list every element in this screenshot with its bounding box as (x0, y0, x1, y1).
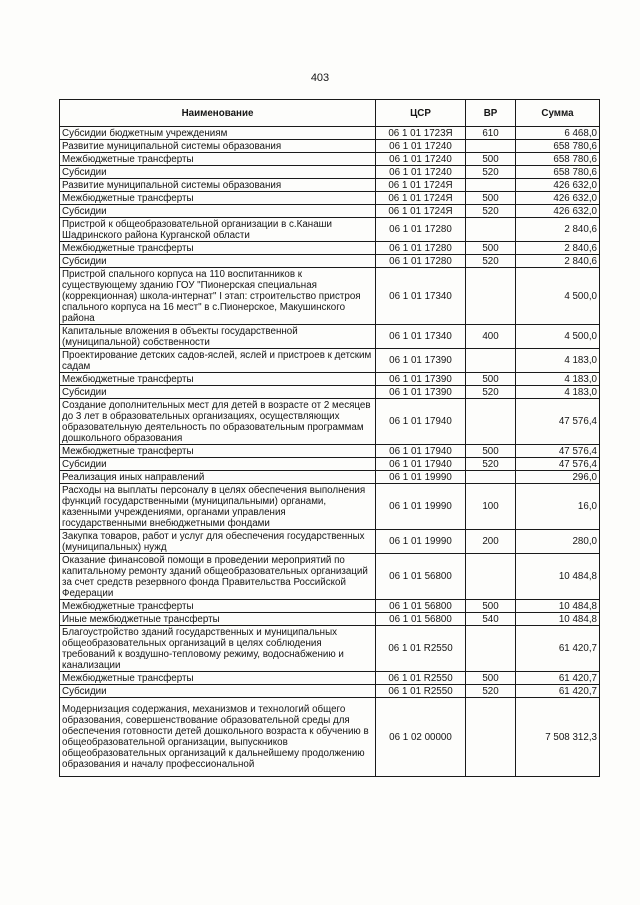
row-sum-cell: 426 632,0 (516, 179, 600, 192)
budget-table (59, 99, 600, 777)
row-csr-cell: 06 1 01 19990 (376, 530, 466, 554)
row-sum-cell: 296,0 (516, 471, 600, 484)
row-csr-cell: 06 1 01 56800 (376, 600, 466, 613)
header-sum: Сумма (516, 100, 600, 127)
table-row (60, 140, 600, 153)
row-csr-cell: 06 1 01 R2550 (376, 685, 466, 698)
row-name-cell: Субсидии бюджетным учреждениям (60, 127, 376, 140)
row-name-cell: Реализация иных направлений (60, 471, 376, 484)
row-csr-cell: 06 1 01 17240 (376, 140, 466, 153)
row-vr-cell (466, 471, 516, 484)
row-vr-cell: 500 (466, 672, 516, 685)
row-name-cell: Пристрой к общеобразовательной организации в с.Канаши Шадринского района Курганской области (60, 218, 376, 242)
table-row (60, 127, 600, 140)
row-name-cell: Оказание финансовой помощи в проведении мероприятий по капитальному ремонту зданий общеобразовательных организаций за счет средств резервного фонда Правительства Российской Федерации (60, 554, 376, 600)
table-row (60, 685, 600, 698)
row-name-cell: Межбюджетные трансферты (60, 445, 376, 458)
row-csr-cell: 06 1 01 17940 (376, 399, 466, 445)
header-name: Наименование (60, 100, 376, 127)
row-name-cell: Субсидии (60, 386, 376, 399)
table-row (60, 554, 600, 600)
row-sum-cell: 4 183,0 (516, 386, 600, 399)
row-csr-cell: 06 1 01 17280 (376, 242, 466, 255)
table-row (60, 153, 600, 166)
table-row (60, 166, 600, 179)
row-sum-cell: 47 576,4 (516, 399, 600, 445)
row-vr-cell (466, 399, 516, 445)
table-row (60, 613, 600, 626)
row-vr-cell: 610 (466, 127, 516, 140)
header-csr: ЦСР (376, 100, 466, 127)
row-sum-cell: 10 484,8 (516, 613, 600, 626)
row-csr-cell: 06 1 01 17390 (376, 349, 466, 373)
row-vr-cell (466, 140, 516, 153)
page-number: 403 (310, 72, 330, 84)
row-vr-cell: 200 (466, 530, 516, 554)
row-vr-cell (466, 218, 516, 242)
row-sum-cell: 4 183,0 (516, 373, 600, 386)
row-csr-cell: 06 1 01 1724Я (376, 192, 466, 205)
table-row (60, 626, 600, 672)
table-row (60, 399, 600, 445)
row-csr-cell: 06 1 01 17280 (376, 218, 466, 242)
table-row (60, 218, 600, 242)
row-sum-cell: 7 508 312,3 (516, 698, 600, 777)
row-name-cell: Межбюджетные трансферты (60, 600, 376, 613)
row-name-cell: Субсидии (60, 205, 376, 218)
row-name-cell: Межбюджетные трансферты (60, 153, 376, 166)
row-csr-cell: 06 1 01 17280 (376, 255, 466, 268)
row-csr-cell: 06 1 01 56800 (376, 554, 466, 600)
row-csr-cell: 06 1 01 1724Я (376, 179, 466, 192)
table-row (60, 349, 600, 373)
row-vr-cell (466, 698, 516, 777)
row-vr-cell: 500 (466, 153, 516, 166)
table-row (60, 325, 600, 349)
row-vr-cell: 100 (466, 484, 516, 530)
row-csr-cell: 06 1 01 R2550 (376, 672, 466, 685)
row-name-cell: Субсидии (60, 685, 376, 698)
header-vr: ВР (466, 100, 516, 127)
row-sum-cell: 426 632,0 (516, 192, 600, 205)
table-row (60, 242, 600, 255)
row-sum-cell: 61 420,7 (516, 672, 600, 685)
table-row (60, 268, 600, 325)
table-row (60, 698, 600, 777)
row-vr-cell: 520 (466, 166, 516, 179)
row-name-cell: Межбюджетные трансферты (60, 192, 376, 205)
row-sum-cell: 6 468,0 (516, 127, 600, 140)
row-csr-cell: 06 1 01 1723Я (376, 127, 466, 140)
row-vr-cell (466, 179, 516, 192)
row-csr-cell: 06 1 01 17940 (376, 445, 466, 458)
row-csr-cell: 06 1 01 19990 (376, 471, 466, 484)
table-row (60, 373, 600, 386)
row-vr-cell: 500 (466, 445, 516, 458)
row-sum-cell: 4 500,0 (516, 325, 600, 349)
row-csr-cell: 06 1 01 17340 (376, 325, 466, 349)
row-sum-cell: 61 420,7 (516, 626, 600, 672)
row-sum-cell: 2 840,6 (516, 218, 600, 242)
row-vr-cell: 540 (466, 613, 516, 626)
row-vr-cell (466, 349, 516, 373)
row-csr-cell: 06 1 01 19990 (376, 484, 466, 530)
table-row (60, 386, 600, 399)
row-vr-cell (466, 554, 516, 600)
table-row (60, 255, 600, 268)
row-vr-cell: 520 (466, 685, 516, 698)
row-name-cell: Проектирование детских садов-яслей, яслей и пристроев к детским садам (60, 349, 376, 373)
row-name-cell: Закупка товаров, работ и услуг для обеспечения государственных (муниципальных) нужд (60, 530, 376, 554)
row-csr-cell: 06 1 02 00000 (376, 698, 466, 777)
table-header-row (60, 100, 600, 127)
row-vr-cell: 520 (466, 255, 516, 268)
row-vr-cell: 500 (466, 600, 516, 613)
row-name-cell: Создание дополнительных мест для детей в возрасте от 2 месяцев до 3 лет в образовательных организациях, осуществляющих образовательную деятельность по образовательным программам дошкольного образования (60, 399, 376, 445)
row-name-cell: Капитальные вложения в объекты государственной (муниципальной) собственности (60, 325, 376, 349)
row-name-cell: Межбюджетные трансферты (60, 242, 376, 255)
row-sum-cell: 426 632,0 (516, 205, 600, 218)
row-name-cell: Субсидии (60, 166, 376, 179)
row-name-cell: Расходы на выплаты персоналу в целях обеспечения выполнения функций государственными (муниципальными) органами, казенными учреждениями, органами управления государственными внебюджетными фондами (60, 484, 376, 530)
row-csr-cell: 06 1 01 17240 (376, 153, 466, 166)
row-name-cell: Межбюджетные трансферты (60, 672, 376, 685)
row-csr-cell: 06 1 01 17340 (376, 268, 466, 325)
row-sum-cell: 2 840,6 (516, 242, 600, 255)
table-row (60, 458, 600, 471)
row-vr-cell: 500 (466, 242, 516, 255)
row-vr-cell: 520 (466, 458, 516, 471)
table-row (60, 192, 600, 205)
row-name-cell: Иные межбюджетные трансферты (60, 613, 376, 626)
table-body (60, 127, 600, 777)
row-sum-cell: 658 780,6 (516, 166, 600, 179)
row-sum-cell: 280,0 (516, 530, 600, 554)
row-sum-cell: 47 576,4 (516, 445, 600, 458)
row-vr-cell (466, 268, 516, 325)
row-name-cell: Субсидии (60, 458, 376, 471)
row-vr-cell: 500 (466, 192, 516, 205)
row-vr-cell (466, 626, 516, 672)
row-csr-cell: 06 1 01 17940 (376, 458, 466, 471)
row-vr-cell: 500 (466, 373, 516, 386)
row-sum-cell: 10 484,8 (516, 600, 600, 613)
row-name-cell: Субсидии (60, 255, 376, 268)
row-sum-cell: 47 576,4 (516, 458, 600, 471)
row-sum-cell: 16,0 (516, 484, 600, 530)
row-sum-cell: 658 780,6 (516, 153, 600, 166)
table-row (60, 205, 600, 218)
row-name-cell: Развитие муниципальной системы образования (60, 140, 376, 153)
row-name-cell: Пристрой спального корпуса на 110 воспитанников к существующему зданию ГОУ "Пионерская специальная (коррекционная) школа-интернат" I этап: строительство пристроя спального корпуса на 16 мест" в с.Пионерское, Макушинского района (60, 268, 376, 325)
row-name-cell: Благоустройство зданий государственных и муниципальных общеобразовательных организаций в целях соблюдения требований к воздушно-тепловому режиму, водоснабжению и канализации (60, 626, 376, 672)
table-row (60, 600, 600, 613)
row-name-cell: Развитие муниципальной системы образования (60, 179, 376, 192)
row-sum-cell: 2 840,6 (516, 255, 600, 268)
row-csr-cell: 06 1 01 1724Я (376, 205, 466, 218)
table-row (60, 672, 600, 685)
table-row (60, 179, 600, 192)
row-csr-cell: 06 1 01 17390 (376, 386, 466, 399)
row-csr-cell: 06 1 01 56800 (376, 613, 466, 626)
table-row (60, 445, 600, 458)
table-row (60, 530, 600, 554)
row-csr-cell: 06 1 01 17240 (376, 166, 466, 179)
row-sum-cell: 61 420,7 (516, 685, 600, 698)
row-vr-cell: 520 (466, 205, 516, 218)
row-sum-cell: 4 500,0 (516, 268, 600, 325)
row-sum-cell: 4 183,0 (516, 349, 600, 373)
row-name-cell: Межбюджетные трансферты (60, 373, 376, 386)
row-name-cell: Модернизация содержания, механизмов и технологий общего образования, совершенствование образовательной среды для обеспечения готовности детей дошкольного возраста к обучению в общеобразовательной организации, выпускников общеобразовательных организаций к дальнейшему продолжению образования и началу профессиональной (60, 698, 376, 777)
row-csr-cell: 06 1 01 17390 (376, 373, 466, 386)
row-sum-cell: 658 780,6 (516, 140, 600, 153)
row-csr-cell: 06 1 01 R2550 (376, 626, 466, 672)
table-row (60, 484, 600, 530)
row-vr-cell: 400 (466, 325, 516, 349)
row-sum-cell: 10 484,8 (516, 554, 600, 600)
table-row (60, 471, 600, 484)
row-vr-cell: 520 (466, 386, 516, 399)
